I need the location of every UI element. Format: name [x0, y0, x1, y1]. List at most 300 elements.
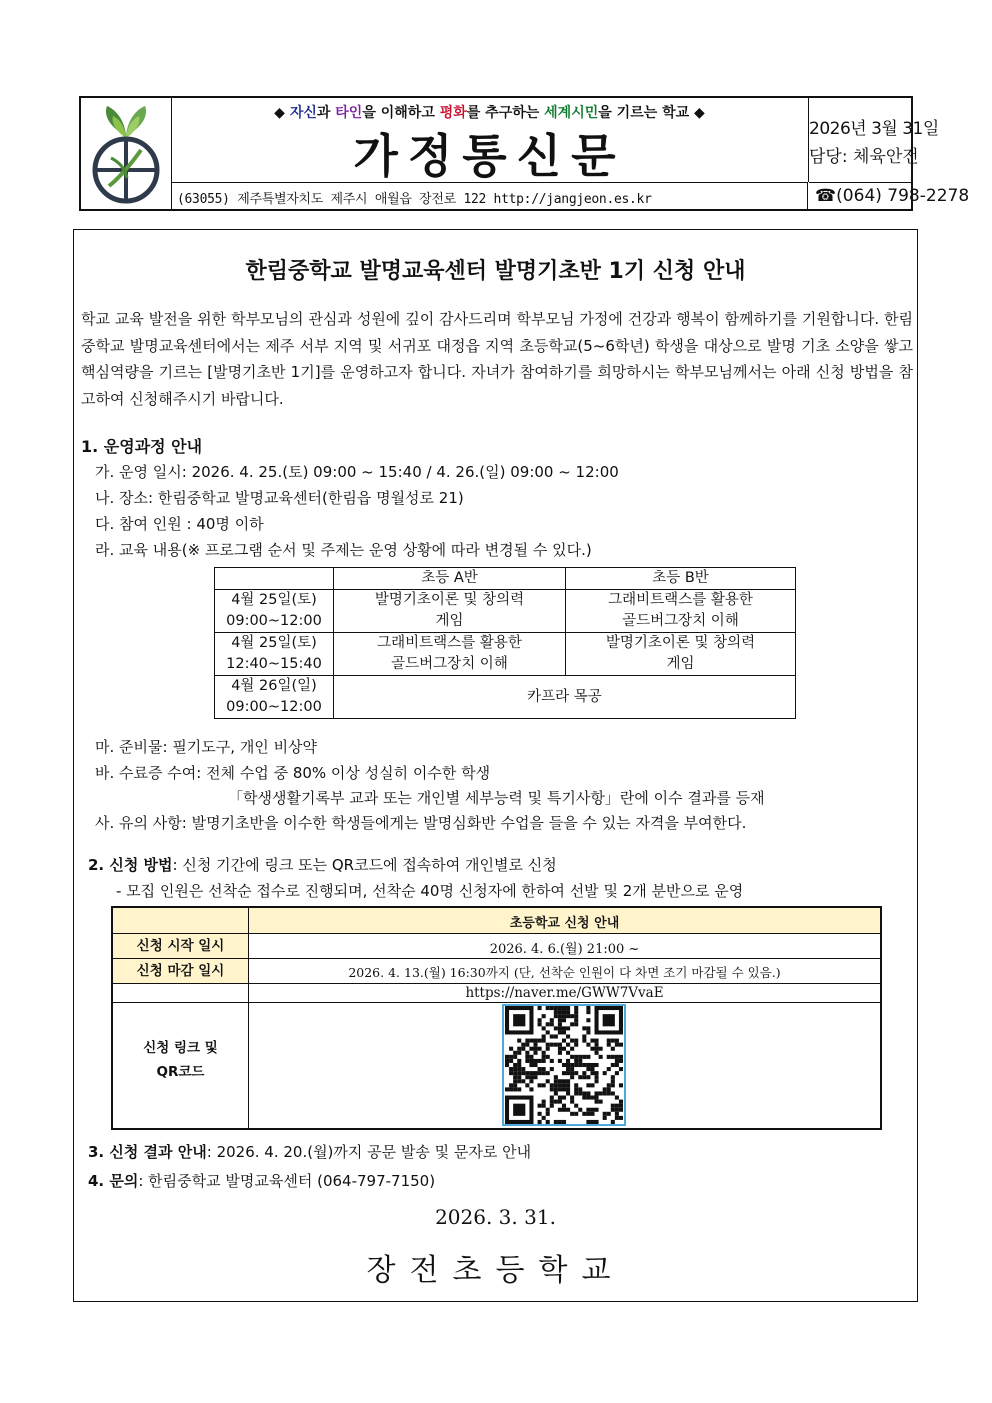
section3	[88, 1141, 531, 1162]
qr-module	[574, 1014, 578, 1018]
qr-module	[570, 1055, 574, 1059]
section2-heading: 2. 신청 방법	[88, 856, 173, 874]
qr-module	[619, 1083, 623, 1087]
qr-module	[562, 1083, 566, 1087]
qr-module	[529, 1063, 533, 1067]
qr-module	[533, 1075, 537, 1079]
qr-module	[550, 1043, 554, 1047]
qr-module	[554, 1083, 558, 1087]
qr-module	[533, 1051, 537, 1055]
qr-module	[521, 1047, 525, 1051]
qr-module	[550, 1034, 554, 1038]
section1-item-da: 다. 참여 인원 : 40명 이하	[95, 515, 264, 533]
qr-module	[546, 1022, 550, 1026]
qr-module	[550, 1083, 554, 1087]
qr-module	[558, 1014, 562, 1018]
qr-module	[586, 1096, 590, 1100]
qr-module	[607, 1067, 611, 1071]
qr-module	[554, 1006, 558, 1010]
qr-module	[525, 1059, 529, 1063]
schedule-table	[214, 567, 796, 719]
link-label-column	[113, 908, 249, 1128]
application-table	[111, 906, 882, 1130]
qr-module	[546, 1108, 550, 1112]
qr-module	[566, 1087, 570, 1091]
qr-module	[558, 1059, 562, 1063]
qr-module	[574, 1112, 578, 1116]
qr-module	[562, 1018, 566, 1022]
qr-module	[582, 1071, 586, 1075]
qr-module	[513, 1051, 517, 1055]
date-text: 4월 26일(일)	[231, 678, 317, 694]
qr-module	[517, 1087, 521, 1091]
qr-module	[586, 1026, 590, 1030]
qr-module	[578, 1108, 582, 1112]
qr-module	[574, 1006, 578, 1010]
qr-module	[521, 1071, 525, 1075]
apply-link[interactable]: https://naver.me/GWW7VvaE	[465, 985, 664, 1001]
qr-module	[582, 1055, 586, 1059]
qr-module	[615, 1096, 619, 1100]
qr-module	[578, 1055, 582, 1059]
qr-module	[582, 1063, 586, 1067]
qr-module	[558, 1051, 562, 1055]
qr-module	[509, 1083, 513, 1087]
qr-module	[513, 1067, 517, 1071]
qr-module	[550, 1087, 554, 1091]
qr-module	[611, 1108, 615, 1112]
qr-module	[590, 1063, 594, 1067]
qr-module	[570, 1014, 574, 1018]
start-value: 2026. 4. 6.(월) 21:00 ~	[489, 942, 640, 957]
qr-module	[595, 1071, 599, 1075]
qr-module	[546, 1071, 550, 1075]
qr-module	[615, 1043, 619, 1047]
address-bar	[171, 182, 808, 209]
section1-item-ba-note: 「학생생활기록부 교과 또는 개인별 세부능력 및 특기사항」란에 이수 결과를 등재	[228, 789, 765, 807]
qr-module	[603, 1014, 615, 1026]
qr-module	[529, 1047, 533, 1051]
qr-module	[558, 1096, 562, 1100]
document-title: 한림중학교 발명교육센터 발명기초반 1기 신청 안내	[245, 259, 746, 284]
qr-module	[607, 1087, 611, 1091]
qr-module	[607, 1043, 611, 1047]
end-value: 2026. 4. 13.(월) 16:30까지 (단, 선착순 인원이 다 차면 조기 마감될 수 있음.)	[348, 965, 781, 980]
schedule-b-cell	[566, 633, 796, 676]
qr-module	[558, 1043, 562, 1047]
intro-paragraph: 학교 교육 발전을 위한 학부모님의 관심과 성원에 깊이 감사드리며 학부모님 가정에 건강과 행복이 함께하기를 기원합니다. 한림중학교 발명교육센터에서는 제주 서부 지역 및 서귀포 대정읍 지역 초등학교(5~6학년) 학생을 대상으로 발명 기초 소양을 쌓고 핵심역량을 기르는 [발명기초반 1기]를 운영하고자 합니다. 자녀가 참여하기를 희망하시는 학부모님께서는 아래 신청 방법을 참고하여 신청해주시기 바랍니다.	[81, 310, 913, 408]
qr-module	[538, 1018, 542, 1022]
qr-module	[542, 1014, 546, 1018]
qr-module	[558, 1083, 562, 1087]
qr-module	[554, 1026, 558, 1030]
qr-module	[586, 1067, 590, 1071]
qr-module	[542, 1059, 546, 1063]
qr-module	[566, 1079, 570, 1083]
qr-module	[558, 1026, 562, 1030]
qr-module	[509, 1087, 513, 1091]
qr-module	[550, 1018, 554, 1022]
qr-module	[595, 1120, 599, 1124]
qr-module	[513, 1071, 517, 1075]
qr-module	[529, 1087, 533, 1091]
qr-module	[521, 1067, 525, 1071]
qr-module	[570, 1022, 574, 1026]
qr-module	[590, 1120, 594, 1124]
qr-module	[590, 1083, 594, 1087]
qr-module	[509, 1067, 513, 1071]
qr-module	[590, 1067, 594, 1071]
qr-module	[542, 1104, 546, 1108]
motto-part: 을 이해하고	[362, 105, 440, 121]
qr-module	[615, 1071, 619, 1075]
qr-module	[615, 1112, 619, 1116]
qr-module	[615, 1055, 619, 1059]
date-text: 4월 25일(토)	[231, 592, 317, 608]
section4	[88, 1170, 435, 1191]
time-text: 09:00~12:00	[226, 613, 322, 629]
qr-module	[574, 1083, 578, 1087]
section1-item-ma: 마. 준비물: 필기도구, 개인 비상약	[95, 738, 318, 756]
qr-module	[607, 1083, 611, 1087]
qr-module	[590, 1096, 594, 1100]
qr-module	[595, 1039, 599, 1043]
motto-part: 자신	[289, 105, 317, 121]
qr-module	[603, 1071, 607, 1075]
qr-module	[578, 1063, 582, 1067]
qr-module	[599, 1091, 603, 1095]
qr-module	[521, 1043, 525, 1047]
qr-module	[595, 1047, 599, 1051]
cell-text: 그래비트랙스를 활용한	[608, 592, 753, 608]
qr-module	[533, 1071, 537, 1075]
qr-module	[550, 1059, 554, 1063]
qr-module	[529, 1079, 533, 1083]
cell-text: 게임	[435, 613, 464, 629]
school-logo	[81, 98, 172, 209]
qr-module	[562, 1071, 566, 1075]
qr-module	[595, 1075, 599, 1079]
section1-item-ba: 바. 수료증 수여: 전체 수업 중 80% 이상 성실히 이수한 학생	[95, 764, 491, 782]
qr-module	[542, 1116, 546, 1120]
qr-module	[578, 1059, 582, 1063]
qr-module	[546, 1055, 550, 1059]
column-header-b: 초등 B반	[566, 568, 796, 590]
qr-module	[542, 1071, 546, 1075]
qr-module	[619, 1116, 623, 1120]
qr-module	[517, 1039, 521, 1043]
qr-module	[607, 1112, 611, 1116]
qr-module	[603, 1116, 607, 1120]
column-header-a: 초등 A반	[334, 568, 566, 590]
qr-module	[574, 1010, 578, 1014]
section1-item-sa: 사. 유의 사항: 발명기초반을 이수한 학생들에게는 발명심화반 수업을 들을 수 있는 자격을 부여한다.	[95, 814, 747, 832]
qr-module	[554, 1014, 558, 1018]
qr-module	[546, 1120, 550, 1124]
qr-module	[586, 1018, 590, 1022]
qr-module	[517, 1059, 521, 1063]
cell-text: 발명기초이론 및 창의력	[374, 592, 525, 608]
qr-module	[611, 1039, 615, 1043]
qr-module	[611, 1055, 615, 1059]
qr-module	[558, 1018, 562, 1022]
section3-heading: 3. 신청 결과 안내	[88, 1143, 207, 1161]
qr-module	[566, 1091, 570, 1095]
qr-module	[538, 1104, 542, 1108]
date-text: 4월 25일(토)	[231, 635, 317, 651]
table-corner	[215, 568, 334, 590]
qr-module	[538, 1067, 542, 1071]
qr-module	[611, 1104, 615, 1108]
qr-module	[586, 1043, 590, 1047]
qr-module	[509, 1071, 513, 1075]
qr-module	[586, 1006, 590, 1010]
qr-module	[570, 1039, 574, 1043]
qr-module	[513, 1079, 517, 1083]
qr-module	[529, 1071, 533, 1075]
qr-module	[554, 1034, 558, 1038]
qr-module	[595, 1043, 599, 1047]
qr-module	[611, 1079, 615, 1083]
qr-module	[562, 1010, 566, 1014]
qr-module	[570, 1112, 574, 1116]
qr-module	[533, 1043, 537, 1047]
school-emblem-icon	[81, 98, 171, 209]
qr-module	[525, 1051, 529, 1055]
qr-module	[525, 1071, 529, 1075]
qr-module	[595, 1100, 599, 1104]
cell-text: 발명기초이론 및 창의력	[605, 635, 756, 651]
schedule-b-cell	[566, 590, 796, 633]
qr-module	[574, 1055, 578, 1059]
qr-module	[513, 1075, 517, 1079]
qr-module	[574, 1018, 578, 1022]
qr-module	[566, 1026, 570, 1030]
end-label: 신청 마감 일시	[113, 959, 248, 983]
qr-module	[513, 1063, 517, 1067]
qr-module	[582, 1034, 586, 1038]
qr-module	[525, 1039, 529, 1043]
qr-module	[513, 1087, 517, 1091]
qr-module	[562, 1026, 566, 1030]
qr-module	[595, 1063, 599, 1067]
qr-module	[603, 1087, 607, 1091]
qr-module	[538, 1120, 542, 1124]
qr-module	[586, 1091, 590, 1095]
motto-prefix: ◆	[274, 105, 290, 121]
section1-heading: 1. 운영과정 안내	[81, 437, 203, 456]
qr-module	[566, 1043, 570, 1047]
qr-module	[586, 1108, 590, 1112]
qr-module	[542, 1026, 546, 1030]
qr-module	[554, 1091, 558, 1095]
qr-module	[590, 1108, 594, 1112]
qr-module	[566, 1108, 570, 1112]
qr-module	[562, 1063, 566, 1067]
motto-part: 세계시민	[544, 105, 599, 121]
qr-module	[578, 1075, 582, 1079]
qr-module	[574, 1059, 578, 1063]
section2-note: - 모집 인원은 선착순 접수로 진행되며, 선착순 40명 신청자에 한하여 선발 및 2개 분반으로 운영	[116, 882, 744, 900]
qr-module	[505, 1087, 509, 1091]
link-label-line: QR코드	[156, 1064, 205, 1080]
qr-module	[586, 1075, 590, 1079]
qr-module	[538, 1047, 542, 1051]
motto-part: 과	[316, 105, 336, 121]
qr-module	[574, 1091, 578, 1095]
cell-text: 게임	[666, 656, 695, 672]
qr-module	[607, 1055, 611, 1059]
qr-module	[542, 1051, 546, 1055]
qr-code[interactable]	[502, 1004, 626, 1126]
qr-module	[578, 1087, 582, 1091]
qr-module	[505, 1059, 509, 1063]
time-text: 09:00~12:00	[226, 699, 322, 715]
qr-module	[538, 1022, 542, 1026]
qr-module	[533, 1039, 537, 1043]
section1-item-ga: 가. 운영 일시: 2026. 4. 25.(토) 09:00 ~ 15:40 / 4. 26.(일) 09:00 ~ 12:00	[95, 463, 619, 481]
school-address: (63055) 제주특별자치도 제주시 애월읍 장전로 122 http://jangjeon.es.kr	[177, 192, 652, 207]
qr-module	[517, 1071, 521, 1075]
qr-module	[615, 1104, 619, 1108]
qr-module	[566, 1051, 570, 1055]
qr-module	[538, 1112, 542, 1116]
qr-module	[619, 1043, 623, 1047]
motto-part: 를 추구하는	[466, 105, 545, 121]
schedule-a-cell	[334, 590, 566, 633]
qr-module	[590, 1071, 594, 1075]
schedule-date-cell	[215, 633, 334, 676]
qr-module	[570, 1047, 574, 1051]
table-row	[215, 633, 796, 676]
qr-module	[542, 1034, 546, 1038]
qr-module	[595, 1051, 599, 1055]
qr-module	[538, 1059, 542, 1063]
qr-module	[603, 1091, 607, 1095]
qr-module	[517, 1051, 521, 1055]
qr-module	[574, 1039, 578, 1043]
qr-module	[582, 1091, 586, 1095]
qr-module	[550, 1096, 554, 1100]
qr-module	[582, 1112, 586, 1116]
section1-item-na: 나. 장소: 한림중학교 발명교육센터(한림읍 명월성로 21)	[95, 489, 464, 507]
section2-text: : 신청 기간에 링크 또는 QR코드에 접속하여 개인별로 신청	[172, 856, 557, 874]
qr-module	[574, 1087, 578, 1091]
qr-module	[595, 1096, 599, 1100]
qr-module	[615, 1108, 619, 1112]
qr-module	[570, 1100, 574, 1104]
qr-module	[611, 1120, 615, 1124]
issue-date: 2026년 3월 31일	[809, 119, 939, 139]
qr-module	[533, 1059, 537, 1063]
qr-module	[611, 1091, 615, 1095]
qr-module	[599, 1055, 603, 1059]
qr-module	[558, 1022, 562, 1026]
qr-module	[558, 1006, 562, 1010]
school-phone: ☎(064) 798-2278	[815, 186, 970, 206]
qr-module	[509, 1055, 513, 1059]
qr-module	[562, 1104, 566, 1108]
qr-module	[619, 1067, 623, 1071]
qr-module	[599, 1100, 603, 1104]
qr-module	[586, 1083, 590, 1087]
qr-module	[582, 1075, 586, 1079]
header-center	[171, 98, 809, 182]
qr-module	[586, 1112, 590, 1116]
qr-module	[566, 1014, 570, 1018]
qr-module	[505, 1055, 509, 1059]
qr-module	[566, 1083, 570, 1087]
qr-module	[554, 1075, 558, 1079]
qr-module	[582, 1026, 586, 1030]
qr-module	[586, 1063, 590, 1067]
qr-module	[582, 1096, 586, 1100]
qr-module	[586, 1120, 590, 1124]
qr-module	[517, 1075, 521, 1079]
qr-module	[619, 1059, 623, 1063]
qr-module	[574, 1104, 578, 1108]
qr-module	[619, 1104, 623, 1108]
qr-module	[619, 1100, 623, 1104]
qr-module	[529, 1039, 533, 1043]
qr-module	[578, 1091, 582, 1095]
qr-module	[586, 1010, 590, 1014]
qr-module	[586, 1030, 590, 1034]
header-right	[809, 98, 939, 182]
qr-module	[538, 1083, 542, 1087]
qr-module	[607, 1091, 611, 1095]
qr-module	[558, 1079, 562, 1083]
qr-module	[566, 1010, 570, 1014]
qr-module	[562, 1006, 566, 1010]
qr-module	[607, 1039, 611, 1043]
qr-module	[611, 1047, 615, 1051]
qr-module	[546, 1112, 550, 1116]
qr-module	[615, 1039, 619, 1043]
qr-module	[595, 1108, 599, 1112]
qr-module	[619, 1055, 623, 1059]
qr-module	[558, 1100, 562, 1104]
section4-text: : 한림중학교 발명교육센터 (064-797-7150)	[138, 1172, 436, 1190]
qr-module	[513, 1104, 525, 1116]
qr-module	[562, 1014, 566, 1018]
schedule-a-cell	[334, 633, 566, 676]
qr-module	[590, 1112, 594, 1116]
qr-module	[529, 1055, 533, 1059]
newsletter-title: 가정통신문	[353, 129, 626, 183]
apply-header: 초등학교 신청 안내	[509, 916, 620, 931]
qr-module	[562, 1108, 566, 1112]
cell-text: 그래비트랙스를 활용한	[377, 635, 522, 651]
phone-bar	[809, 182, 970, 209]
qr-module	[505, 1063, 509, 1067]
motto-part: 을 기르는 학교 ◆	[598, 105, 705, 121]
qr-module	[513, 1055, 517, 1059]
qr-module	[566, 1067, 570, 1071]
qr-module	[574, 1063, 578, 1067]
qr-module	[619, 1108, 623, 1112]
qr-module	[546, 1047, 550, 1051]
qr-module	[533, 1063, 537, 1067]
qr-module	[509, 1059, 513, 1063]
qr-module	[546, 1079, 550, 1083]
qr-module	[570, 1075, 574, 1079]
qr-module	[566, 1059, 570, 1063]
qr-module	[615, 1063, 619, 1067]
time-text: 12:40~15:40	[226, 656, 322, 672]
qr-module	[538, 1039, 542, 1043]
qr-module	[542, 1039, 546, 1043]
